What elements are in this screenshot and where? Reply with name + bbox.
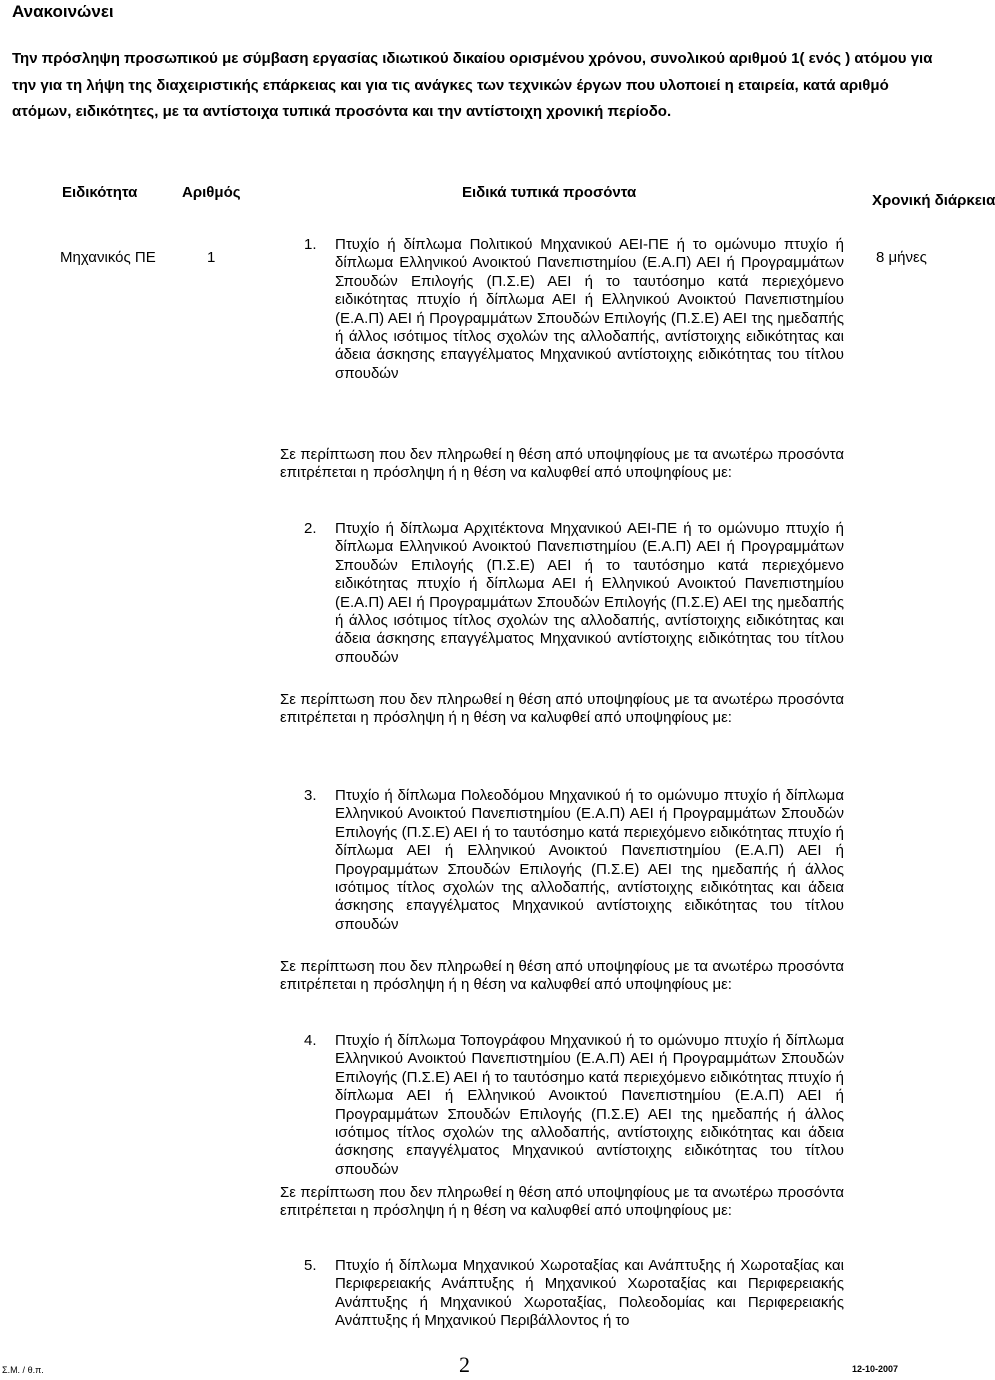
fallback-paragraph-4: Σε περίπτωση που δεν πληρωθεί η θέση από υποψηφίους με τα ανωτέρω προσόντα επιτρέπεται η πρόσληψη ή η θέση να καλυφθεί από υποψηφίους με: <box>280 1184 844 1220</box>
column-header-qualifications: Ειδικά τυπικά προσόντα <box>462 184 637 201</box>
qualification-text: Πτυχίο ή δίπλωμα Μηχανικού Χωροταξίας και Ανάπτυξης ή Χωροταξίας και Περιφερειακής Ανάπτυξης ή Μηχανικού Χωροταξίας και Περιφερειακής Ανάπτυξης ή Μηχανικού Χωροταξίας, Πολεοδομίας και Περιφερειακής Ανάπτυξης ή Μηχανικού Περιβάλλοντος ή το <box>335 1257 844 1330</box>
page-heading: Ανακοινώνει <box>12 2 114 21</box>
qualification-text: Πτυχίο ή δίπλωμα Πολεοδόμου Μηχανικού ή το ομώνυμο πτυχίο ή δίπλωμα Ελληνικού Ανοικτού Πανεπιστημίου (Ε.Α.Π) ΑΕΙ ή Προγραμμάτων Σπουδών Επιλογής (Π.Σ.Ε) ΑΕΙ ή το ταυτόσημο κατά περιεχόμενο ειδικότητας πτυχίο ή δίπλωμα ΑΕΙ ή Ελληνικού Ανοικτού Πανεπιστημίου (Ε.Α.Π) ΑΕΙ ή Προγραμμάτων Σπουδών Επιλογής (Π.Σ.Ε) ΑΕΙ της ημεδαπής ή άλλος ισότιμος τίτλος σχολών της αλλοδαπής, αντίστοιχης ειδικότητας και άδεια άσκησης επαγγέλματος Μηχανικού αντίστοιχης ειδικότητας του τίτλου σπουδών <box>335 787 844 933</box>
footer-initials: Σ.Μ. / θ.π. <box>2 1365 44 1375</box>
qualification-item-5 <box>304 1257 844 1331</box>
qualification-item-1 <box>304 236 844 383</box>
qualification-number: 3. <box>304 787 317 804</box>
qualification-number: 4. <box>304 1032 317 1049</box>
cell-specialty: Μηχανικός ΠΕ <box>60 249 156 266</box>
footer-date: 12-10-2007 <box>852 1364 899 1374</box>
qualification-number: 5. <box>304 1257 317 1274</box>
fallback-paragraph-3: Σε περίπτωση που δεν πληρωθεί η θέση από υποψηφίους με τα ανωτέρω προσόντα επιτρέπεται η πρόσληψη ή η θέση να καλυφθεί από υποψηφίους με: <box>280 958 844 994</box>
fallback-paragraph-2: Σε περίπτωση που δεν πληρωθεί η θέση από υποψηφίους με τα ανωτέρω προσόντα επιτρέπεται η πρόσληψη ή η θέση να καλυφθεί από υποψηφίους με: <box>280 691 844 727</box>
column-header-specialty: Ειδικότητα <box>62 184 138 201</box>
column-header-duration: Χρονική διάρκεια <box>872 192 995 209</box>
column-header-number: Αριθμός <box>182 184 241 201</box>
qualification-item-3 <box>304 787 844 934</box>
qualification-text: Πτυχίο ή δίπλωμα Πολιτικού Μηχανικού ΑΕΙ-ΠΕ ή το ομώνυμο πτυχίο ή δίπλωμα Ελληνικού Ανοικτού Πανεπιστημίου (Ε.Α.Π) ΑΕΙ ή Προγραμμάτων Σπουδών Επιλογής (Π.Σ.Ε) ΑΕΙ ή το ταυτόσημο κατά περιεχόμενο ειδικότητας πτυχίο ή δίπλωμα ΑΕΙ ή Ελληνικού Ανοικτού Πανεπιστημίου (Ε.Α.Π) ΑΕΙ ή Προγραμμάτων Σπουδών Επιλογής (Π.Σ.Ε) ΑΕΙ της ημεδαπής ή άλλος ισότιμος τίτλος σχολών της αλλοδαπής, αντίστοιχης ειδικότητας και άδεια άσκησης επαγγέλματος Μηχανικού αντίστοιχης ειδικότητας του τίτλου σπουδών <box>335 236 844 382</box>
qualification-number: 2. <box>304 520 317 537</box>
page-number: 2 <box>459 1352 470 1377</box>
fallback-paragraph-1: Σε περίπτωση που δεν πληρωθεί η θέση από υποψηφίους με τα ανωτέρω προσόντα επιτρέπεται η πρόσληψη ή η θέση να καλυφθεί από υποψηφίους με: <box>280 446 844 482</box>
intro-paragraph: Την πρόσληψη προσωπικού με σύμβαση εργασίας ιδιωτικού δικαίου ορισμένου χρόνου, συνολικού αριθμού 1( ενός ) ατόμου για την για τη λήψη της διαχειριστικής επάρκειας και για τις ανάγκες των τεχνικών έργων που υλοποιεί η εταιρεία, κατά αριθμό ατόμων, ειδικότητες, με τα αντίστοιχα τυπικά προσόντα και την αντίστοιχη χρονική περίοδο. <box>12 50 933 120</box>
qualification-item-2 <box>304 520 844 667</box>
qualification-text: Πτυχίο ή δίπλωμα Αρχιτέκτονα Μηχανικού ΑΕΙ-ΠΕ ή το ομώνυμο πτυχίο ή δίπλωμα Ελληνικού Ανοικτού Πανεπιστημίου (Ε.Α.Π) ΑΕΙ ή Προγραμμάτων Σπουδών Επιλογής (Π.Σ.Ε) ΑΕΙ ή το ταυτόσημο κατά περιεχόμενο ειδικότητας πτυχίο ή δίπλωμα ΑΕΙ ή Ελληνικού Ανοικτού Πανεπιστημίου (Ε.Α.Π) ΑΕΙ ή Προγραμμάτων Σπουδών Επιλογής (Π.Σ.Ε) ΑΕΙ της ημεδαπής ή άλλος ισότιμος τίτλος σχολών της αλλοδαπής, αντίστοιχης ειδικότητας και άδεια άσκησης επαγγέλματος Μηχανικού αντίστοιχης ειδικότητας του τίτλου σπουδών <box>335 520 844 666</box>
qualification-item-4 <box>304 1032 844 1179</box>
cell-duration: 8 μήνες <box>876 249 927 266</box>
qualification-text: Πτυχίο ή δίπλωμα Τοπογράφου Μηχανικού ή το ομώνυμο πτυχίο ή δίπλωμα Ελληνικού Ανοικτού Πανεπιστημίου (Ε.Α.Π) ΑΕΙ ή Προγραμμάτων Σπουδών Επιλογής (Π.Σ.Ε) ΑΕΙ ή το ταυτόσημο κατά περιεχόμενο ειδικότητας πτυχίο ή δίπλωμα ΑΕΙ ή Ελληνικού Ανοικτού Πανεπιστημίου (Ε.Α.Π) ΑΕΙ ή Προγραμμάτων Σπουδών Επιλογής (Π.Σ.Ε) ΑΕΙ της ημεδαπής ή άλλος ισότιμος τίτλος σχολών της αλλοδαπής, αντίστοιχης ειδικότητας και άδεια άσκησης επαγγέλματος Μηχανικού αντίστοιχης ειδικότητας του τίτλου σπουδών <box>335 1032 844 1178</box>
cell-number: 1 <box>207 249 216 266</box>
qualification-number: 1. <box>304 236 317 253</box>
